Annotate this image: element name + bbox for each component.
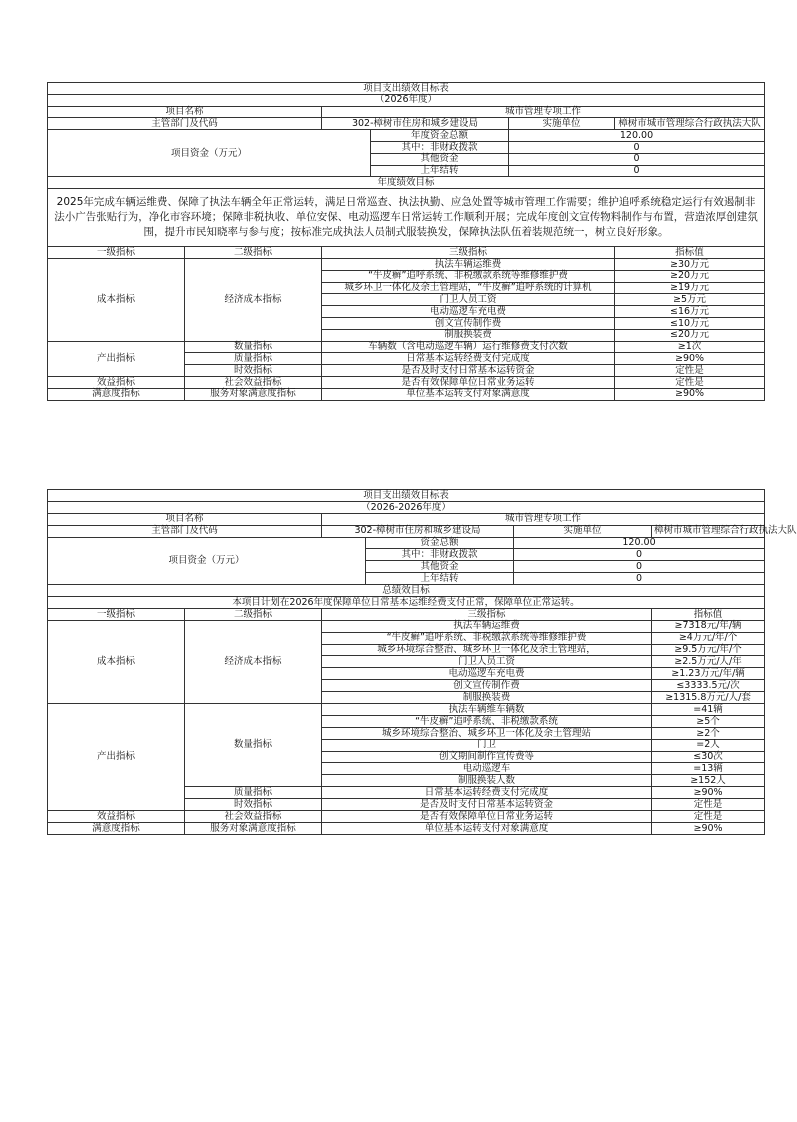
indicator-value: =2人	[652, 739, 765, 751]
non-fiscal-value: 0	[509, 141, 765, 153]
table-row	[48, 704, 765, 716]
col-level3: 三级指标	[322, 608, 652, 620]
col-value: 指标值	[652, 608, 765, 620]
col-level2: 二级指标	[185, 247, 322, 259]
indicator-name: 日常基本运转经费支付完成度	[322, 787, 652, 799]
carry-over-value: 0	[514, 573, 765, 585]
indicator-name: 门卫	[322, 739, 652, 751]
indicator-name: 电动巡逻车充电费	[322, 306, 615, 318]
group-benefit: 效益指标	[48, 376, 185, 388]
indicator-name: 是否及时支付日常基本运转资金	[322, 799, 652, 811]
indicator-value: ≤30次	[652, 751, 765, 763]
indicator-value: ≥90%	[615, 353, 765, 365]
non-fiscal-label: 其中：非财政拨款	[371, 141, 509, 153]
non-fiscal-label: 其中：非财政拨款	[366, 549, 514, 561]
indicator-value: ≥152人	[652, 775, 765, 787]
total-funds-label: 年度资金总额	[371, 130, 509, 142]
goal-header: 年度绩效目标	[48, 177, 765, 189]
indicator-value: ≥1315.8万元/人/套	[652, 692, 765, 704]
group-quantity: 数量指标	[185, 704, 322, 787]
project-name-label: 项目名称	[48, 513, 322, 525]
indicator-name: 门卫人员工资	[322, 294, 615, 306]
indicator-name: 是否及时支付日常基本运转资金	[322, 365, 615, 377]
indicator-value: ≥5个	[652, 715, 765, 727]
dept-label: 主管部门及代码	[48, 118, 322, 130]
group-service-satisfaction: 服务对象满意度指标	[185, 822, 322, 834]
dept-value: 302-樟树市住房和城乡建设局	[322, 118, 509, 130]
group-econ-cost: 经济成本指标	[185, 620, 322, 703]
dept-label: 主管部门及代码	[48, 525, 322, 537]
dept-value: 302-樟树市住房和城乡建设局	[322, 525, 514, 537]
indicator-value: 定性是	[615, 376, 765, 388]
group-satisfaction: 满意度指标	[48, 822, 185, 834]
group-econ-cost: 经济成本指标	[185, 258, 322, 341]
indicator-value: =41辆	[652, 704, 765, 716]
funds-label: 项目资金（万元）	[48, 130, 371, 177]
group-satisfaction: 满意度指标	[48, 388, 185, 400]
performance-table-2026	[47, 82, 765, 401]
group-quality: 质量指标	[185, 353, 322, 365]
table-year: （2026-2026年度）	[48, 501, 765, 513]
indicator-value: ≥20万元	[615, 270, 765, 282]
indicator-name: 车辆数（含电动巡逻车辆）运行维修费支付次数	[322, 341, 615, 353]
col-level1: 一级指标	[48, 608, 185, 620]
indicator-name: 执法车辆运维费	[322, 620, 652, 632]
non-fiscal-value: 0	[514, 549, 765, 561]
table-title: 项目支出绩效目标表	[48, 83, 765, 95]
goal-text: 本项目计划在2026年度保障单位日常基本运维经费支付正常，保障单位正常运转。	[48, 597, 765, 609]
indicator-name: 电动巡逻车	[322, 763, 652, 775]
other-funds-value: 0	[514, 561, 765, 573]
group-cost: 成本指标	[48, 620, 185, 703]
indicator-name: 城乡环境综合整治、城乡环卫一体化及余土管理站	[322, 727, 652, 739]
col-level2: 二级指标	[185, 608, 322, 620]
indicator-name: 制服换装费	[322, 692, 652, 704]
total-funds-value: 120.00	[514, 537, 765, 549]
indicator-value: =13辆	[652, 763, 765, 775]
indicator-name: 创文期间制作宣传费等	[322, 751, 652, 763]
table-row	[48, 341, 765, 353]
indicator-name: 是否有效保障单位日常业务运转	[322, 376, 615, 388]
indicator-value: 定性是	[652, 799, 765, 811]
table-row	[48, 258, 765, 270]
indicator-value: ≥2.5万元/人/年	[652, 656, 765, 668]
indicator-value: 定性是	[615, 365, 765, 377]
col-level1: 一级指标	[48, 247, 185, 259]
indicator-value: ≥2个	[652, 727, 765, 739]
indicator-name: 执法车辆维车辆数	[322, 704, 652, 716]
group-social-benefit: 社会效益指标	[185, 811, 322, 823]
indicator-value: ≤10万元	[615, 317, 765, 329]
indicator-value: ≤20万元	[615, 329, 765, 341]
table-row	[48, 811, 765, 823]
table-row	[48, 822, 765, 834]
col-value: 指标值	[615, 247, 765, 259]
group-output: 产出指标	[48, 341, 185, 376]
indicator-name: 创文宣传制作费	[322, 680, 652, 692]
impl-unit-label: 实施单位	[509, 118, 615, 130]
project-name-value: 城市管理专项工作	[322, 106, 765, 118]
indicator-value: ≥30万元	[615, 258, 765, 270]
indicator-name: 门卫人员工资	[322, 656, 652, 668]
group-output: 产出指标	[48, 704, 185, 811]
total-funds-value: 120.00	[509, 130, 765, 142]
indicator-value: ≥90%	[652, 822, 765, 834]
indicator-value: ≤16万元	[615, 306, 765, 318]
group-timeliness: 时效指标	[185, 365, 322, 377]
indicator-name: 日常基本运转经费支付完成度	[322, 353, 615, 365]
performance-table-2026-2026	[47, 489, 797, 835]
total-funds-label: 资金总额	[366, 537, 514, 549]
table-year: （2026年度）	[48, 94, 765, 106]
group-timeliness: 时效指标	[185, 799, 322, 811]
indicator-value: ≤3333.5元/次	[652, 680, 765, 692]
indicator-name: 制服换装费	[322, 329, 615, 341]
table-title: 项目支出绩效目标表	[48, 490, 765, 502]
group-quality: 质量指标	[185, 787, 322, 799]
col-level3: 三级指标	[322, 247, 615, 259]
indicator-name: “牛皮癣”追呼系统、非税缴款系统等维修维护费	[322, 270, 615, 282]
indicator-name: 电动巡逻车充电费	[322, 668, 652, 680]
indicator-value: ≥7318元/年/辆	[652, 620, 765, 632]
group-quantity: 数量指标	[185, 341, 322, 353]
indicator-name: 单位基本运转支付对象满意度	[322, 822, 652, 834]
carry-over-label: 上年结转	[371, 165, 509, 177]
group-benefit: 效益指标	[48, 811, 185, 823]
carry-over-label: 上年结转	[366, 573, 514, 585]
other-funds-label: 其他资金	[371, 153, 509, 165]
goal-header: 总绩效目标	[48, 585, 765, 597]
table-row	[48, 388, 765, 400]
group-social-benefit: 社会效益指标	[185, 376, 322, 388]
goal-text: 2025年完成车辆运维费、保障了执法车辆全年正常运转，满足日常巡查、执法执勤、应急处置等城市管理工作需要；维护追呼系统稳定运行有效遏制非法小广告张贴行为，净化市容环境；保障非税执收、单位安保、电动巡逻车日常运转工作顺利开展；完成年度创文宣传物料制作与布置，营造浓厚创建氛围，提升市民知晓率与参与度；按标准完成执法人员制式服装换发，保障执法队伍着装规范统一，树立良好形象。	[48, 189, 765, 247]
project-name-value: 城市管理专项工作	[322, 513, 765, 525]
indicator-name: 是否有效保障单位日常业务运转	[322, 811, 652, 823]
indicator-name: “牛皮癣”追呼系统、非税缴款系统等维修维护费	[322, 632, 652, 644]
indicator-value: 定性是	[652, 811, 765, 823]
carry-over-value: 0	[509, 165, 765, 177]
table-row	[48, 376, 765, 388]
indicator-value: ≥90%	[615, 388, 765, 400]
impl-unit-value: 樟树市城市管理综合行政执法大队	[652, 525, 765, 537]
group-cost: 成本指标	[48, 258, 185, 341]
indicator-name: 城乡环境综合整治、城乡环卫一体化及余土管理站，	[322, 644, 652, 656]
group-service-satisfaction: 服务对象满意度指标	[185, 388, 322, 400]
indicator-value: ≥90%	[652, 787, 765, 799]
indicator-value: ≥1次	[615, 341, 765, 353]
indicator-value: ≥9.5万元/年/个	[652, 644, 765, 656]
indicator-value: ≥5万元	[615, 294, 765, 306]
other-funds-label: 其他资金	[366, 561, 514, 573]
impl-unit-label: 实施单位	[514, 525, 652, 537]
impl-unit-value: 樟树市城市管理综合行政执法大队	[615, 118, 765, 130]
table-row	[48, 620, 765, 632]
indicator-name: 创文宣传制作费	[322, 317, 615, 329]
project-name-label: 项目名称	[48, 106, 322, 118]
indicator-value: ≥4万元/年/个	[652, 632, 765, 644]
indicator-name: 制服换装人数	[322, 775, 652, 787]
indicator-value: ≥1.23万元/年/辆	[652, 668, 765, 680]
indicator-name: 城乡环卫一体化及余土管理站，“牛皮癣”追呼系统的计算机	[322, 282, 615, 294]
indicator-value: ≥19万元	[615, 282, 765, 294]
funds-label: 项目资金（万元）	[48, 537, 366, 585]
indicator-name: 执法车辆运维费	[322, 258, 615, 270]
indicator-name: 单位基本运转支付对象满意度	[322, 388, 615, 400]
other-funds-value: 0	[509, 153, 765, 165]
indicator-name: “牛皮癣”追呼系统、非税缴款系统	[322, 715, 652, 727]
